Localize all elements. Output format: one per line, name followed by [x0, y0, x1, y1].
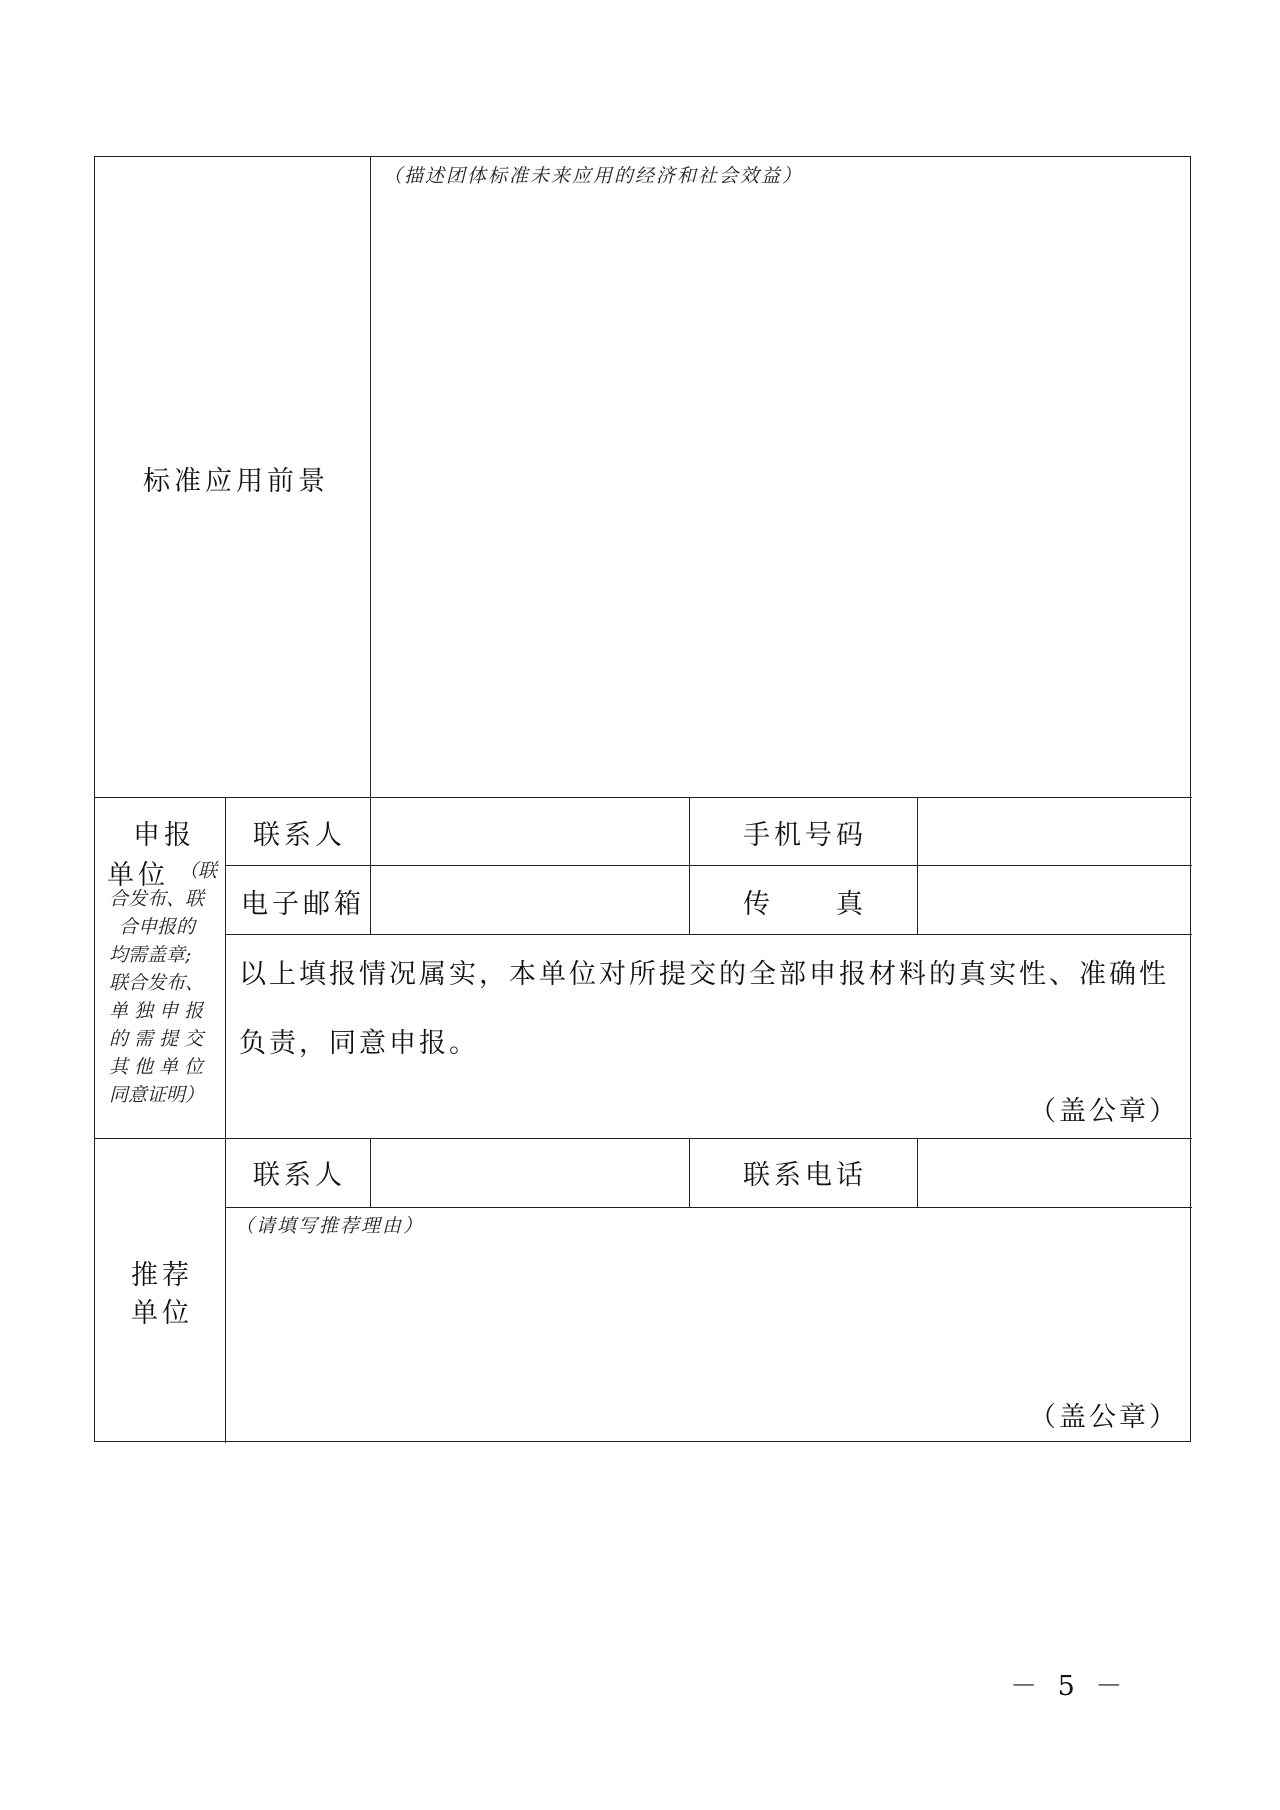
recommender-hint: （请填写推荐理由） — [235, 1215, 425, 1237]
recommender-contact-label: 联系人 — [253, 1160, 346, 1191]
applicant-fax-label: 传 真 — [743, 889, 867, 920]
row-divider — [225, 1207, 1192, 1208]
applicant-note-line: 单 独 申 报 — [109, 1000, 204, 1022]
applicant-email-label: 电子邮箱 — [241, 889, 365, 920]
col-divider — [689, 797, 690, 934]
applicant-label-line2: 单位 — [107, 860, 169, 891]
prospect-label: 标准应用前景 — [143, 466, 329, 497]
recommender-contact-input[interactable] — [371, 1139, 689, 1207]
applicant-email-input[interactable] — [371, 866, 689, 934]
recommender-reason-input[interactable] — [226, 1241, 1191, 1391]
applicant-mobile-label: 手机号码 — [743, 820, 867, 851]
applicant-label-line1: 申报 — [133, 820, 195, 851]
recommender-label-line1: 推荐 — [131, 1260, 193, 1291]
applicant-note-line: 合发布、联 — [109, 888, 205, 910]
applicant-mobile-input[interactable] — [918, 798, 1191, 865]
page-number: － 5 － — [1010, 1671, 1129, 1702]
application-form-table — [94, 156, 1191, 1442]
applicant-note-line: （联 — [179, 860, 218, 882]
recommender-label-line2: 单位 — [131, 1298, 193, 1329]
applicant-fax-input[interactable] — [918, 866, 1191, 934]
applicant-note-line: 的 需 提 交 — [109, 1028, 204, 1050]
prospect-input-area[interactable] — [371, 193, 1191, 796]
applicant-note-line: 其 他 单 位 — [109, 1056, 204, 1078]
recommender-seal-text: （盖公章） — [1029, 1402, 1179, 1433]
applicant-statement-line1: 以上填报情况属实，本单位对所提交的全部申报材料的真实性、准确性 — [239, 959, 1169, 990]
applicant-statement-line2: 负责，同意申报。 — [239, 1028, 479, 1059]
applicant-note-line: 合申报的 — [119, 916, 196, 938]
applicant-seal-text: （盖公章） — [1029, 1096, 1179, 1127]
applicant-note-line: 联合发布、 — [109, 972, 205, 994]
col-divider — [689, 1138, 690, 1207]
row-divider — [225, 934, 1192, 935]
applicant-contact-label: 联系人 — [253, 820, 346, 851]
recommender-phone-input[interactable] — [918, 1139, 1191, 1207]
prospect-hint: （描述团体标准未来应用的经济和社会效益） — [383, 165, 804, 187]
applicant-note-line: 均需盖章; — [109, 944, 192, 966]
applicant-note-line: 同意证明） — [109, 1084, 205, 1106]
recommender-phone-label: 联系电话 — [743, 1160, 867, 1191]
applicant-contact-input[interactable] — [371, 798, 689, 865]
